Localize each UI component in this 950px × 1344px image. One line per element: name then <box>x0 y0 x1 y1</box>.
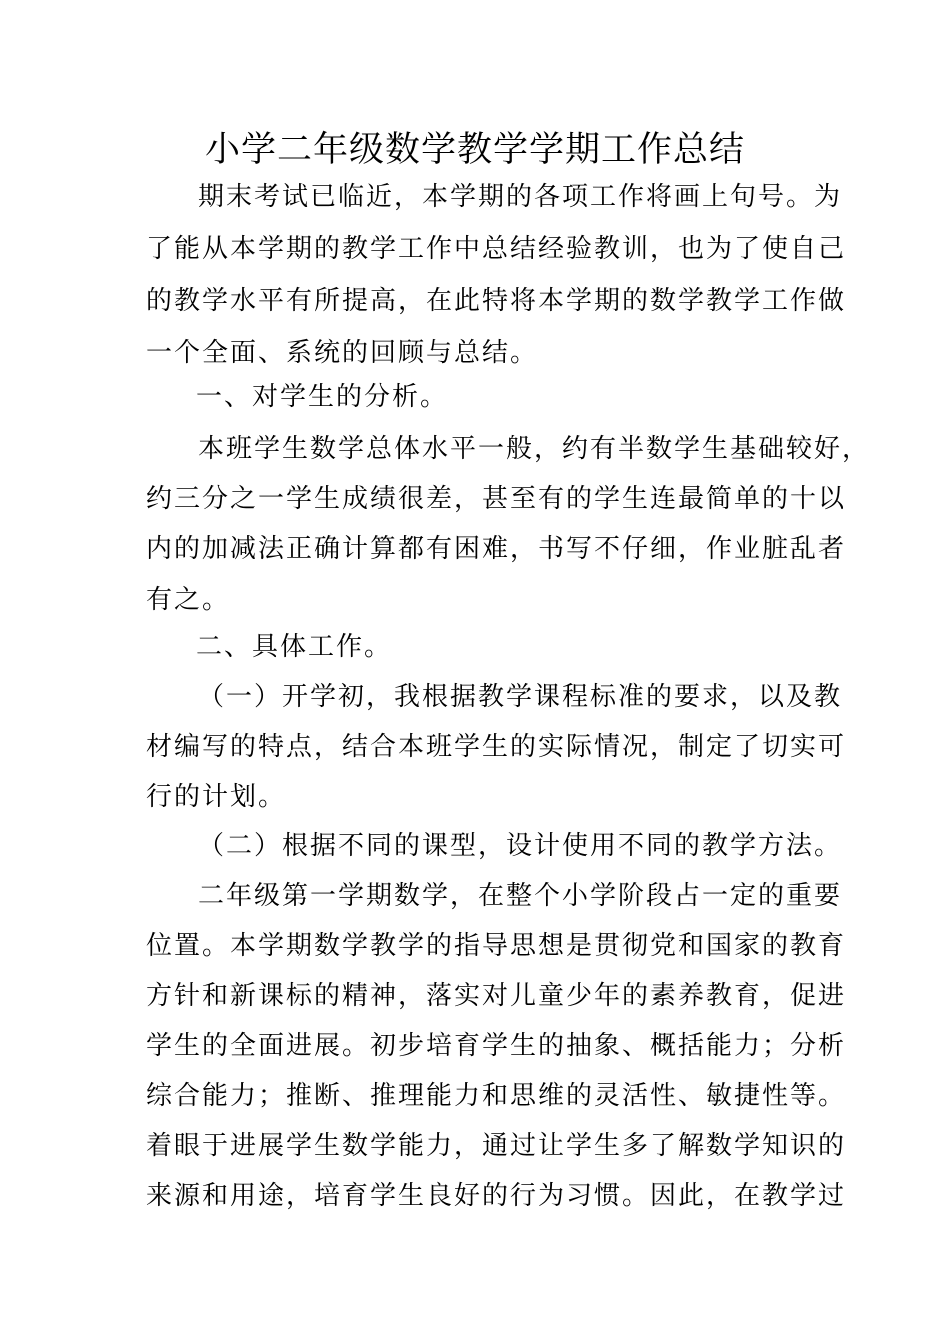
paragraph-line: （二）根据不同的课型，设计使用不同的教学方法。 <box>198 831 843 861</box>
paragraph-line: 着眼于进展学生数学能力，通过让学生多了解数学知识的 <box>146 1131 847 1161</box>
paragraph-line: 行的计划。 <box>146 782 287 812</box>
section-heading: 一、对学生的分析。 <box>196 382 449 412</box>
paragraph-line: 本班学生数学总体水平一般，约有半数学生基础较好， <box>198 434 871 464</box>
paragraph-line: 学生的全面进展。初步培育学生的抽象、概括能力；分析 <box>146 1031 847 1061</box>
section-heading: 二、具体工作。 <box>196 632 393 662</box>
paragraph-line: 位置。本学期数学教学的指导思想是贯彻党和国家的教育 <box>146 931 847 961</box>
paragraph-line: 综合能力；推断、推理能力和思维的灵活性、敏捷性等。 <box>146 1081 847 1111</box>
paragraph-line: 方针和新课标的精神，落实对儿童少年的素养教育，促进 <box>146 981 847 1011</box>
paragraph-line: 了能从本学期的教学工作中总结经验教训，也为了使自己 <box>146 234 847 264</box>
paragraph-line: 内的加减法正确计算都有困难，书写不仔细，作业脏乱者 <box>146 534 847 564</box>
paragraph-line: （一）开学初，我根据教学课程标准的要求，以及教 <box>198 682 843 712</box>
document-title: 小学二年级数学教学学期工作总结 <box>204 130 745 170</box>
paragraph-line: 材编写的特点，结合本班学生的实际情况，制定了切实可 <box>146 732 847 762</box>
paragraph-line: 期末考试已临近，本学期的各项工作将画上句号。为 <box>198 182 843 212</box>
paragraph-line: 一个全面、系统的回顾与总结。 <box>146 338 539 368</box>
paragraph-line: 二年级第一学期数学，在整个小学阶段占一定的重要 <box>198 881 843 911</box>
paragraph-line: 有之。 <box>146 585 231 615</box>
paragraph-line: 的教学水平有所提高，在此特将本学期的数学教学工作做 <box>146 286 847 316</box>
paragraph-line: 来源和用途，培育学生良好的行为习惯。因此，在教学过 <box>146 1181 847 1211</box>
paragraph-line: 约三分之一学生成绩很差，甚至有的学生连最简单的十以 <box>146 484 847 514</box>
